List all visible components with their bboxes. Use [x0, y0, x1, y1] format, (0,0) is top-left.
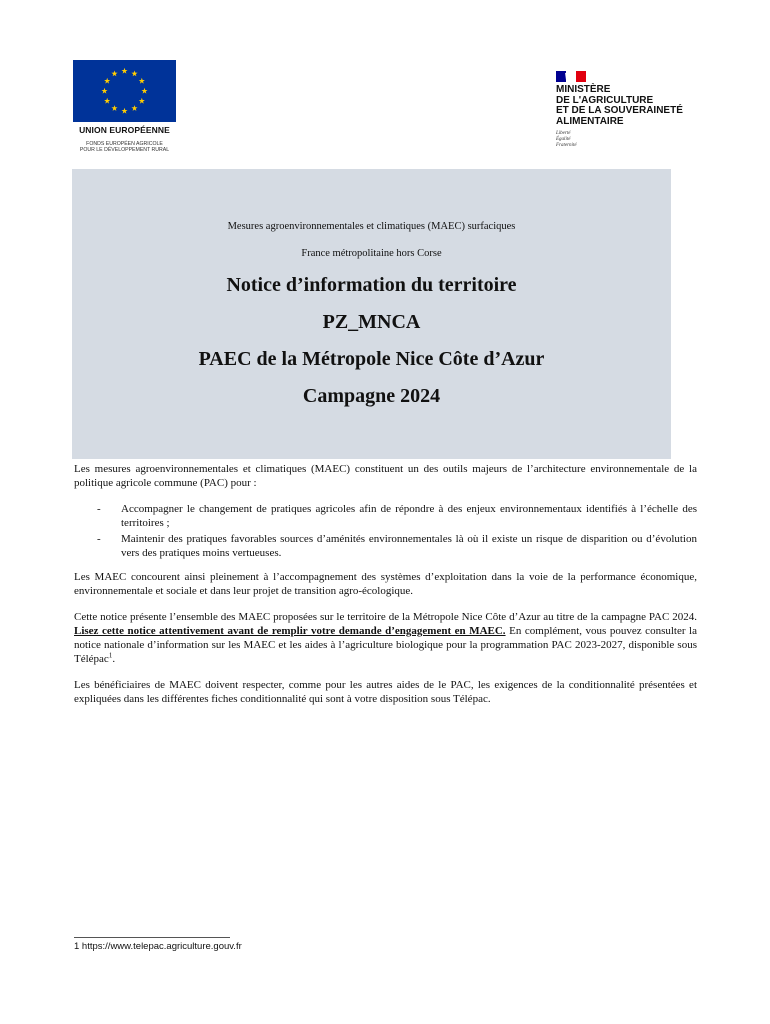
territory-code: PZ_MNCA — [322, 311, 421, 333]
footnote — [74, 941, 242, 952]
header-subtitle: Mesures agroenvironnementales et climatiques (MAEC) surfaciques — [227, 221, 516, 232]
motto-egalite: Égalité — [556, 137, 571, 142]
national-notice-text: En complément, vous pouvez consulter la notice nationale d’information sur les MAEC et les aides à l’agriculture biologique pour la programmation PAC 2023-2027, disponible sous Télépac — [74, 625, 697, 665]
ministry-motto — [556, 131, 706, 149]
ministry-name-line3: ET DE LA SOUVERAINETÉ — [556, 105, 683, 116]
paragraph-notice-scope — [74, 610, 697, 666]
campaign-title: Campagne 2024 — [302, 385, 441, 407]
eu-subtitle — [73, 141, 176, 153]
footnote-divider — [74, 937, 230, 938]
notice-scope-text: Cette notice présente l’ensemble des MAEC proposées sur le territoire de la Métropole Nice Côte d’Azur au titre de la campagne PAC 2024. — [74, 611, 697, 623]
eu-title: UNION EUROPÉENNE — [79, 125, 170, 135]
motto-liberte: Liberté — [556, 131, 571, 136]
read-carefully-warning: Lisez cette notice attentivement avant de remplir votre demande d’engagement en MAEC. — [74, 625, 506, 637]
title-box — [72, 169, 671, 459]
document-title: Notice d’information du territoire — [226, 274, 517, 296]
marianne-flag-icon — [556, 71, 586, 82]
paec-title: PAEC de la Métropole Nice Côte d’Azur — [198, 348, 545, 370]
footnote-link[interactable]: https://www.telepac.agriculture.gouv.fr — [79, 941, 242, 952]
eu-flag-icon — [73, 60, 176, 122]
eu-logo — [73, 60, 176, 153]
list-item-text: Maintenir des pratiques favorables sources d’aménités environnementales là où il existe un risque de disparition ou d’évolution vers des pratiques moins vertueuses. — [121, 533, 697, 559]
paragraph-maec-role: Les MAEC concourent ainsi pleinement à l’accompagnement des systèmes d’exploitation dans la voie de la performance économique, environnementale et sociale et dans leur projet de transition agro-écologique. — [74, 571, 697, 597]
bullet-dash: - — [97, 503, 101, 515]
ministry-name — [556, 85, 706, 127]
sentence-end: . — [112, 653, 116, 665]
footnote-ref[interactable]: 1 — [108, 651, 113, 660]
document-body — [74, 462, 697, 718]
ministry-name-line4: ALIMENTAIRE — [556, 115, 624, 127]
eu-subtitle-line1: FONDS EUROPÉEN AGRICOLE — [86, 141, 163, 147]
list-item — [74, 502, 697, 530]
bullet-dash: - — [97, 533, 101, 545]
eu-subtitle-line2: POUR LE DÉVELOPPEMENT RURAL — [79, 147, 170, 153]
footnote-number: 1 — [74, 941, 80, 952]
intro-paragraph: Les mesures agroenvironnementales et climatiques (MAEC) constituent un des outils majeurs de l’architecture environnementale de la politique agricole commune (PAC) pour : — [74, 463, 697, 489]
ministry-name-line2: DE L'AGRICULTURE — [556, 94, 654, 106]
motto-fraternite: Fraternité — [556, 143, 577, 148]
paragraph-conditionality: Les bénéficiaires de MAEC doivent respecter, comme pour les autres aides de le PAC, les exigences de la conditionnalité présentées et expliquées dans les différentes fiches conditionnalité qui sont à votre disposition sous Télépac. — [74, 679, 697, 705]
ministry-name-line1: MINISTÈRE — [556, 84, 611, 95]
list-item — [74, 532, 697, 560]
ministry-logo — [556, 71, 706, 149]
objectives-list — [74, 502, 697, 560]
list-item-text: Accompagner le changement de pratiques agricoles afin de répondre à des enjeux environnementaux identifiés à l’échelle des territoires ; — [121, 503, 697, 529]
header-scope: France métropolitaine hors Corse — [301, 248, 442, 259]
